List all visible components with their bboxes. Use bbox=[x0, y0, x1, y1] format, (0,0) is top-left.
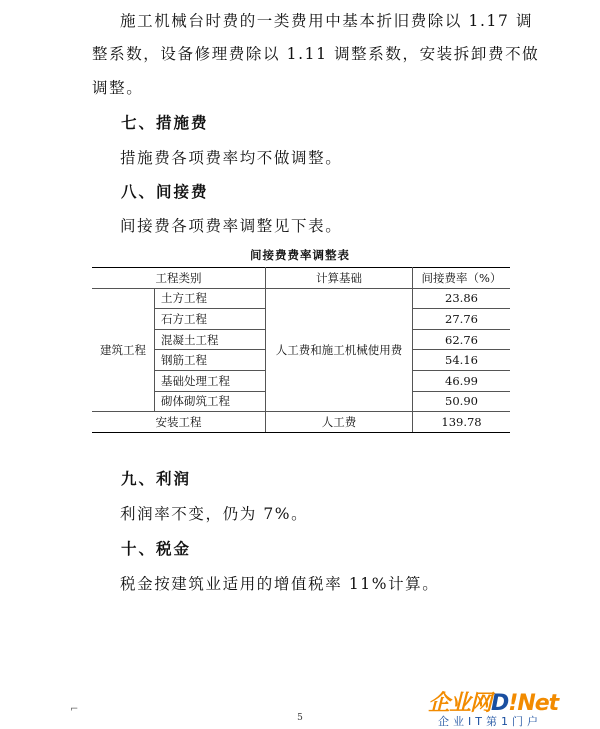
table-cell-category: 石方工程 bbox=[155, 309, 266, 330]
section-heading-7: 七、措施费 bbox=[121, 114, 209, 132]
table-cell-category: 土方工程 bbox=[155, 288, 266, 309]
margin-corner-mark: ⌐ bbox=[70, 704, 79, 715]
paragraph: 措施费各项费率均不做调整。 bbox=[120, 149, 343, 167]
group-label: 建筑工程 bbox=[92, 288, 155, 412]
watermark-logo bbox=[428, 686, 600, 727]
paragraph-line: 整系数，设备修理费除以 1.11 调整系数，安装拆卸费不做 bbox=[92, 45, 540, 63]
table-header: 工程类别 bbox=[92, 268, 266, 289]
section-heading-9: 九、利润 bbox=[121, 470, 192, 488]
table-cell-category: 混凝土工程 bbox=[155, 329, 266, 350]
section-heading-8: 八、间接费 bbox=[121, 183, 209, 201]
logo-text: 企业网 bbox=[428, 691, 492, 716]
table-cell-category: 基础处理工程 bbox=[155, 370, 266, 391]
table-cell-category: 安装工程 bbox=[92, 412, 266, 433]
table-cell-rate: 54.16 bbox=[413, 350, 511, 371]
table-cell-basis: 人工费 bbox=[266, 412, 413, 433]
logo-subtitle: 企业IT第1门户 bbox=[438, 715, 542, 728]
table-cell-category: 钢筋工程 bbox=[155, 350, 266, 371]
table-header: 计算基础 bbox=[266, 268, 413, 289]
section-heading-10: 十、税金 bbox=[121, 540, 192, 558]
table-cell-rate: 46.99 bbox=[413, 370, 511, 391]
paragraph-line: 调整。 bbox=[92, 79, 144, 97]
logo-text: D bbox=[491, 691, 509, 716]
table-cell-rate: 27.76 bbox=[413, 309, 511, 330]
table-cell-rate: 50.90 bbox=[413, 391, 511, 412]
paragraph-line: 施工机械台时费的一类费用中基本折旧费除以 1.17 调 bbox=[120, 12, 534, 30]
table-cell-rate: 23.86 bbox=[413, 288, 511, 309]
table-cell-rate: 62.76 bbox=[413, 329, 511, 350]
table-cell-category: 砌体砌筑工程 bbox=[155, 391, 266, 412]
indirect-fee-table bbox=[92, 267, 510, 433]
paragraph: 利润率不变，仍为 7%。 bbox=[120, 505, 309, 523]
page-number: 5 bbox=[297, 713, 303, 723]
table-caption: 间接费费率调整表 bbox=[250, 248, 350, 262]
logo-text: !Net bbox=[508, 691, 559, 716]
paragraph: 税金按建筑业适用的增值税率 11%计算。 bbox=[120, 575, 440, 593]
table-cell-rate: 139.78 bbox=[413, 412, 511, 433]
paragraph: 间接费各项费率调整见下表。 bbox=[120, 217, 343, 235]
table-header: 间接费率（%） bbox=[413, 268, 511, 289]
group-basis: 人工费和施工机械使用费 bbox=[266, 288, 413, 412]
